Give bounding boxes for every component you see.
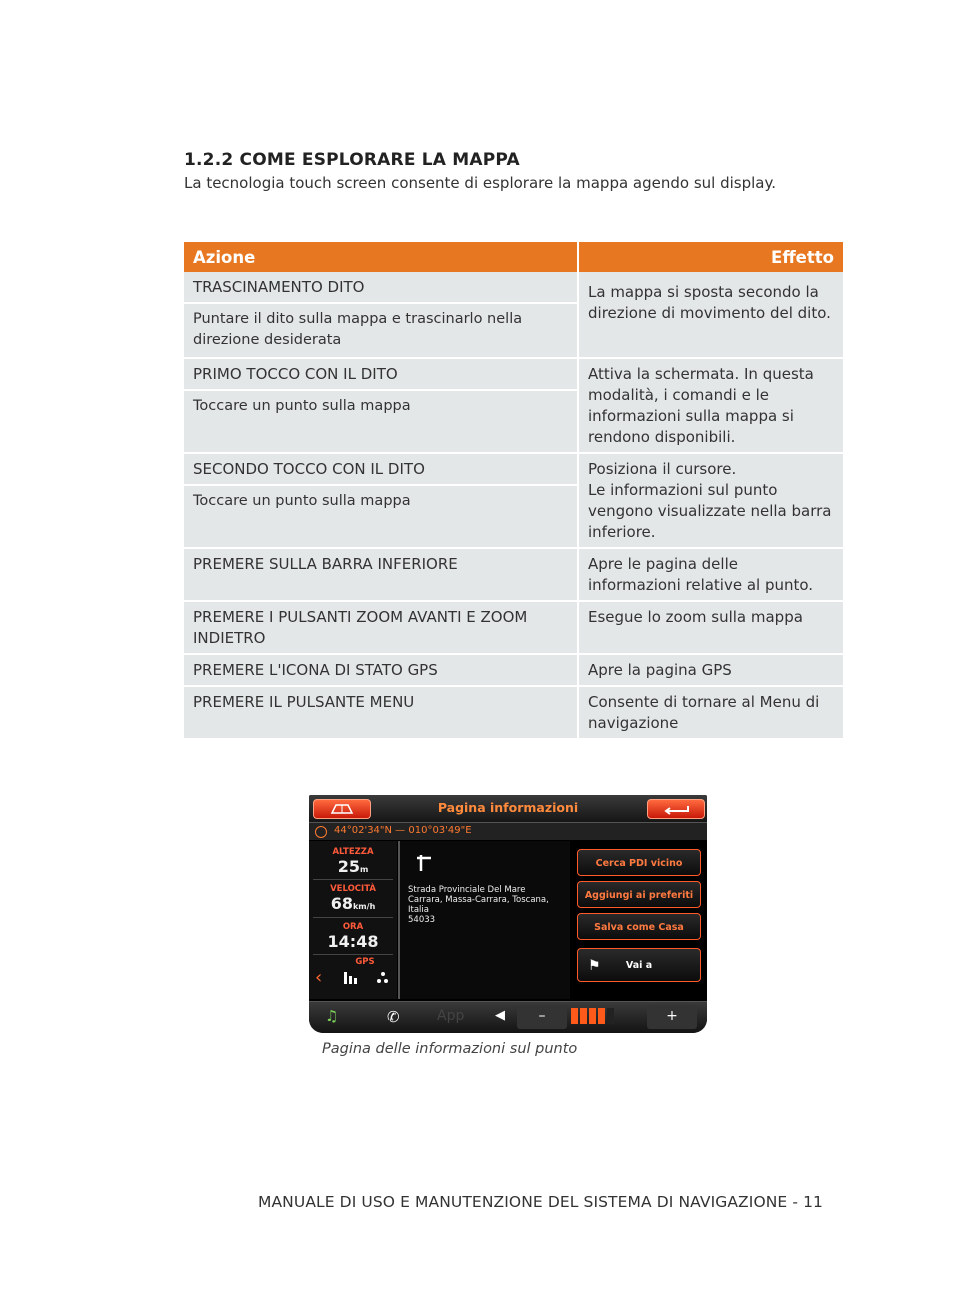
row-action: PREMERE SULLA BARRA INFERIORE <box>193 555 458 573</box>
row-detail: Puntare il dito sulla mappa e trascinarlo nella direzione desiderata <box>184 302 577 357</box>
volume-down-button[interactable]: – <box>517 1005 567 1029</box>
address-text: Strada Provinciale Del Mare Carrara, Massa-Carrara, Toscana, Italia 54033 <box>408 885 549 925</box>
page-footer: MANUALE DI USO E MANUTENZIONE DEL SISTEMA DI NAVIGAZIONE - 11 <box>258 1193 824 1211</box>
location-icon <box>315 826 327 838</box>
chevron-left-icon[interactable]: ‹ <box>315 967 323 988</box>
row-action: PREMERE L'ICONA DI STATO GPS <box>193 661 438 679</box>
time-value: 14:48 <box>327 932 379 951</box>
row-effect: La mappa si sposta secondo la direzione di movimento del dito. <box>579 272 843 357</box>
gps-signal-icon[interactable] <box>343 969 359 985</box>
row-detail: Toccare un punto sulla mappa <box>184 484 577 544</box>
row-detail: Toccare un punto sulla mappa <box>184 389 577 449</box>
row-effect: Esegue lo zoom sulla mappa <box>579 600 843 653</box>
table-row <box>184 600 843 653</box>
row-effect: Posiziona il cursore. Le informazioni sul punto vengono visualizzate nella barra inferiore. <box>579 452 843 547</box>
figure-caption: Pagina delle informazioni sul punto <box>322 1041 578 1057</box>
table-row <box>184 685 843 738</box>
music-icon[interactable]: ♫ <box>325 1007 339 1025</box>
row-action: PRIMO TOCCO CON IL DITO <box>193 365 398 383</box>
speed-value: 68km/h <box>330 894 376 913</box>
row-action: SECONDO TOCCO CON IL DITO <box>193 460 425 478</box>
go-to-button[interactable]: ⚑ Vai a <box>577 948 701 982</box>
row-effect: Apre le pagina delle informazioni relative al punto. <box>579 547 843 600</box>
back-arrow-icon <box>648 800 704 818</box>
app-button[interactable]: App <box>437 1008 465 1024</box>
info-side-panel <box>309 841 397 999</box>
table-row <box>184 547 843 600</box>
coordinates: 44°02'34"N — 010°03'49"E <box>334 825 472 836</box>
row-action: PREMERE I PULSANTI ZOOM AVANTI E ZOOM INDIETRO <box>193 608 528 647</box>
table-row <box>184 272 843 357</box>
row-effect: Apre la pagina GPS <box>579 653 843 685</box>
header-action: Azione <box>184 242 579 272</box>
road-sign-icon <box>413 851 435 873</box>
row-effect: Consente di tornare al Menu di navigazione <box>579 685 843 738</box>
time-label: ORA <box>342 922 364 932</box>
satellite-icon[interactable] <box>375 969 391 985</box>
bottom-bar <box>309 1001 707 1033</box>
row-effect: Attiva la schermata. In questa modalità, i comandi e le informazioni sulla mappa si rendono disponibili. <box>579 357 843 452</box>
speaker-icon: ◀ <box>495 1008 505 1023</box>
table-row <box>184 452 843 547</box>
header-effect: Effetto <box>579 242 843 272</box>
phone-icon[interactable]: ✆ <box>387 1008 400 1026</box>
add-favorite-button[interactable]: Aggiungi ai preferiti <box>577 881 701 908</box>
altitude-label: ALTEZZA <box>332 847 374 857</box>
volume-level[interactable] <box>571 1008 621 1026</box>
volume-up-button[interactable]: + <box>647 1005 697 1029</box>
section-intro: La tecnologia touch screen consente di esplorare la mappa agendo sul display. <box>184 174 776 192</box>
gps-label: GPS <box>355 957 375 967</box>
save-home-button[interactable]: Salva come Casa <box>577 913 701 940</box>
checkered-flag-icon: ⚑ <box>588 958 601 974</box>
table-row <box>184 653 843 685</box>
speed-label: VELOCITÀ <box>330 884 376 894</box>
altitude-value: 25m <box>337 857 369 876</box>
back-button[interactable] <box>647 799 705 819</box>
row-action: TRASCINAMENTO DITO <box>193 278 365 296</box>
section-title: 1.2.2 COME ESPLORARE LA MAPPA <box>184 150 520 170</box>
search-poi-button[interactable]: Cerca PDI vicino <box>577 849 701 876</box>
nav-screenshot <box>309 795 707 1033</box>
row-action: PREMERE IL PULSANTE MENU <box>193 693 415 711</box>
table-row <box>184 357 843 452</box>
screen-title: Pagina informazioni <box>437 800 579 815</box>
actions-table <box>184 242 843 738</box>
